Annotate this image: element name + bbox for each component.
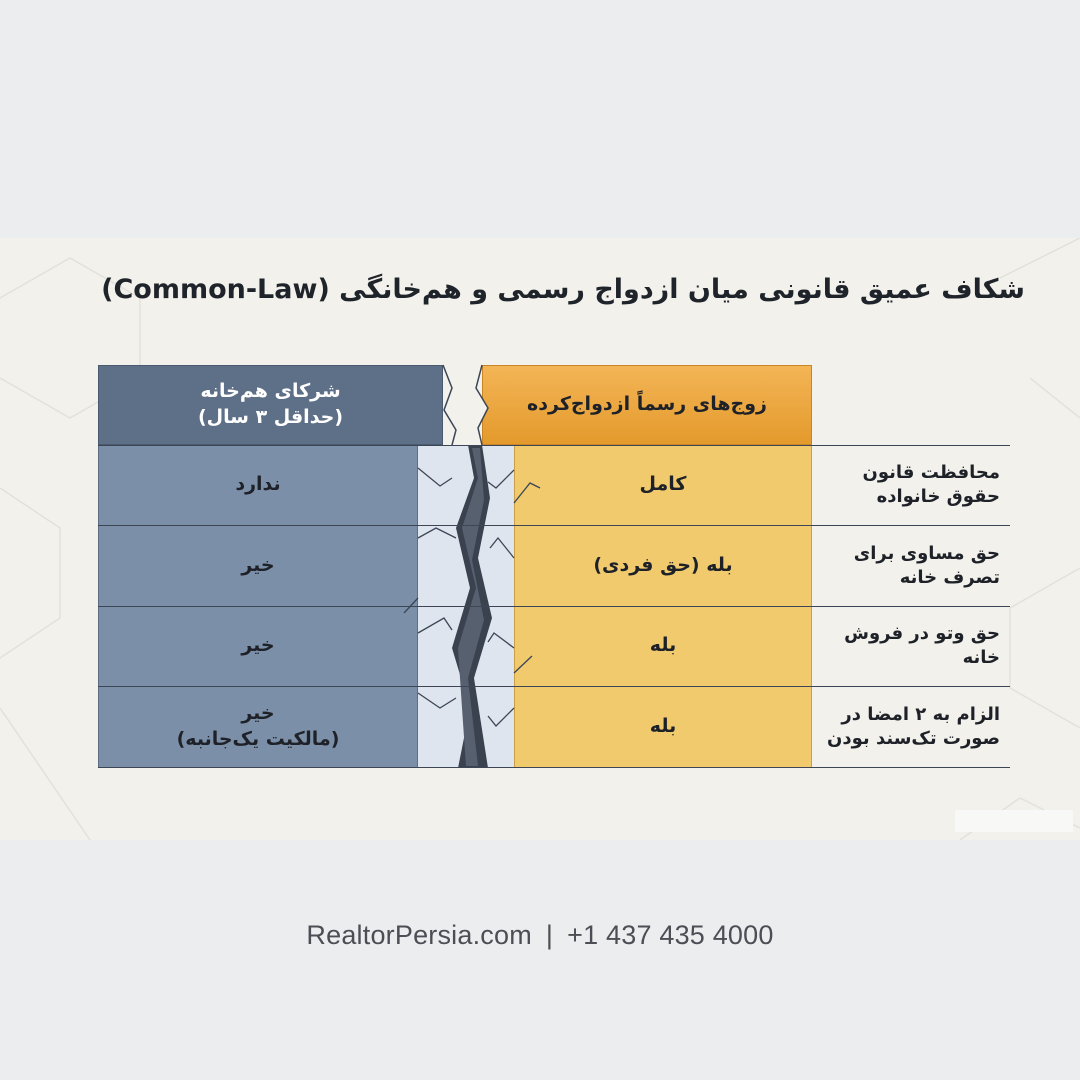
header-married-couples <box>482 365 812 445</box>
slide-title: شکاف عمیق قانونی میان ازدواج رسمی و هم‌خانگی (Common-Law) <box>101 274 1025 305</box>
partners-value-text: ندارد <box>235 473 281 496</box>
married-value-text: بله <box>649 715 677 738</box>
partners-value-text: خیر <box>241 634 275 657</box>
partners-value-two-signatures <box>98 687 418 767</box>
row-divider <box>98 767 1010 768</box>
row-label-text: حق مساوی برای تصرف خانه <box>853 542 1000 588</box>
married-value-text: بله (حق فردی) <box>593 554 733 577</box>
row-label-text: حق وتو در فروش خانه <box>844 622 1000 668</box>
row-label-text: الزام به ۲ امضا در صورت تک‌سند بودن <box>827 703 1000 749</box>
married-value-two-signatures <box>514 687 812 767</box>
married-value-family-law <box>514 445 812 525</box>
partners-value-sale-veto <box>98 606 418 686</box>
row-label-sale-veto <box>820 606 1010 686</box>
watermark-patch <box>955 810 1073 832</box>
married-value-text: بله <box>649 634 677 657</box>
header-partners-text: شرکای هم‌خانه (حداقل ۳ سال) <box>197 380 344 428</box>
footer-separator: | <box>545 920 554 950</box>
partners-value-family-law <box>98 445 418 525</box>
partners-value-text: خیر <box>241 554 275 577</box>
infographic-slide <box>0 238 1080 840</box>
married-value-home-occupation <box>514 526 812 606</box>
row-label-text: محافظت قانون حقوق خانواده <box>862 461 1000 507</box>
married-value-text: کامل <box>639 473 687 496</box>
partners-value-home-occupation <box>98 526 418 606</box>
phone-number[interactable]: +1 437 435 4000 <box>567 920 774 950</box>
footer-contact <box>0 920 1080 951</box>
partners-value-text: خیر (مالکیت یک‌جانبه) <box>176 702 340 750</box>
row-label-home-occupation <box>820 526 1010 606</box>
married-value-sale-veto <box>514 606 812 686</box>
header-married-text: زوج‌های رسماً ازدواج‌کرده <box>527 393 767 416</box>
row-label-two-signatures <box>820 687 1010 767</box>
header-common-law-partners <box>98 365 443 445</box>
row-label-family-law <box>820 445 1010 525</box>
website-link[interactable]: RealtorPersia.com <box>306 920 532 950</box>
